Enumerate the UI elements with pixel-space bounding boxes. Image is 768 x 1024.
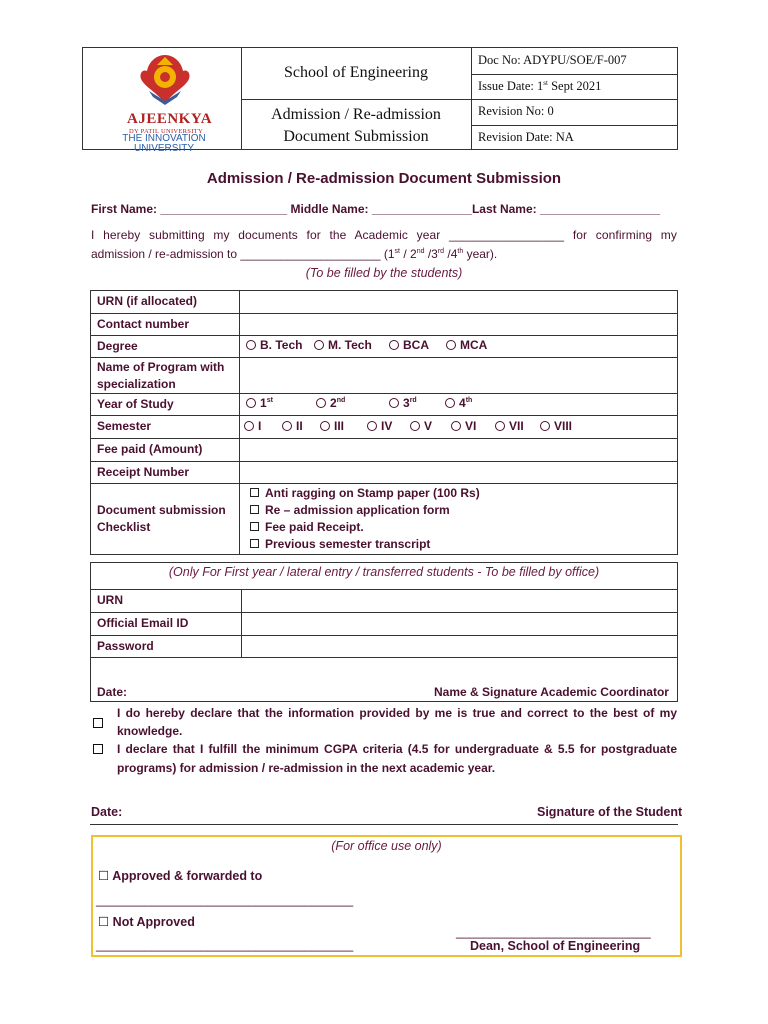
dean-signature-line[interactable]: ____________________________ — [456, 925, 651, 939]
issue-date: Issue Date: 1st Sept 2021 — [478, 79, 602, 94]
checklist-item-application[interactable]: Re – admission application form — [250, 503, 450, 517]
year-option-3[interactable]: 3rd — [389, 396, 417, 410]
academic-year-line[interactable]: I hereby submitting my documents for the Academic year _________________ for confirming my — [91, 228, 677, 242]
checkbox-icon[interactable] — [250, 522, 259, 531]
semester-option-8[interactable]: VIII — [540, 419, 572, 433]
radio-icon[interactable] — [246, 340, 256, 350]
radio-icon[interactable] — [445, 398, 455, 408]
checkbox-icon[interactable] — [93, 718, 103, 728]
semester-option-2[interactable]: II — [282, 419, 303, 433]
program-input[interactable] — [240, 358, 677, 393]
radio-icon[interactable] — [446, 340, 456, 350]
document-header — [82, 47, 678, 154]
name-line[interactable]: First Name: ___________________ Middle Name: _______________Last Name: __________________ — [91, 202, 661, 216]
checklist-label: Document submission Checklist — [97, 503, 226, 534]
doc-number: Doc No: ADYPU/SOE/F-007 — [478, 53, 627, 67]
contact-label: Contact number — [97, 317, 190, 331]
receipt-input[interactable] — [240, 462, 677, 483]
declaration-1-checkbox[interactable] — [93, 717, 109, 731]
radio-icon[interactable] — [389, 398, 399, 408]
radio-icon[interactable] — [389, 340, 399, 350]
declaration-1-text: I do hereby declare that the information provided by me is true and correct to the best of my knowledge. — [117, 706, 677, 738]
radio-icon[interactable] — [314, 340, 324, 350]
declaration-2-checkbox[interactable] — [93, 743, 109, 757]
revision-number: Revision No: 0 — [478, 104, 554, 118]
not-approved-checkbox[interactable]: ☐ Not Approved — [98, 915, 195, 929]
office-email-label: Official Email ID — [97, 616, 189, 630]
semester-option-6[interactable]: VI — [451, 419, 476, 433]
students-note: (To be filled by the students) — [305, 266, 463, 280]
office-urn-input[interactable] — [242, 590, 677, 612]
semester-option-1[interactable]: I — [244, 419, 261, 433]
student-signature-label: Signature of the Student — [537, 805, 683, 819]
office-password-input[interactable] — [242, 636, 677, 657]
degree-option-btech[interactable]: B. Tech — [246, 338, 302, 352]
checkbox-icon[interactable] — [250, 488, 259, 497]
degree-option-bca[interactable]: BCA — [389, 338, 429, 352]
office-date-label: Date: — [97, 685, 128, 699]
document-title: Admission / Re-admission Document Submission — [271, 106, 441, 145]
revision-date: Revision Date: NA — [478, 130, 574, 144]
declaration-2-text: I declare that I fulfill the minimum CGPA criteria (4.5 for undergraduate & 5.5 for postgraduate programs) for admission / re-admission in the next academic year. — [117, 742, 677, 775]
office-urn-label: URN — [97, 593, 123, 607]
not-approved-line[interactable]: _____________________________________ — [96, 938, 354, 952]
coordinator-signature-label: Name & Signature Academic Coordinator — [434, 685, 669, 699]
checklist-item-fee-receipt[interactable]: Fee paid Receipt. — [250, 520, 364, 534]
year-option-1[interactable]: 1st — [246, 396, 273, 410]
admission-year-line[interactable]: admission / re-admission to _____________________ (1st / 2nd /3rd /4th year). — [91, 247, 498, 261]
checklist-item-transcript[interactable]: Previous semester transcript — [250, 537, 430, 551]
checkbox-icon[interactable] — [250, 505, 259, 514]
radio-icon[interactable] — [282, 421, 292, 431]
office-use-note: (For office use only) — [331, 839, 442, 853]
fee-input[interactable] — [240, 439, 677, 461]
radio-icon[interactable] — [540, 421, 550, 431]
office-email-input[interactable] — [242, 613, 677, 635]
semester-option-4[interactable]: IV — [367, 419, 392, 433]
urn-input[interactable] — [240, 291, 677, 313]
radio-icon[interactable] — [244, 421, 254, 431]
contact-input[interactable] — [240, 314, 677, 335]
semester-option-5[interactable]: V — [410, 419, 432, 433]
receipt-label: Receipt Number — [97, 465, 190, 479]
brand-sub: DY PATIL UNIVERSITY — [129, 128, 203, 135]
program-label: Name of Program with specialization — [97, 360, 225, 391]
form-title: Admission / Re-admission Document Submission — [206, 170, 562, 187]
urn-label: URN (if allocated) — [97, 294, 198, 308]
radio-icon[interactable] — [320, 421, 330, 431]
year-option-2[interactable]: 2nd — [316, 396, 345, 410]
radio-icon[interactable] — [495, 421, 505, 431]
radio-icon[interactable] — [410, 421, 420, 431]
year-option-4[interactable]: 4th — [445, 396, 472, 410]
school-title: School of Engineering — [284, 64, 428, 81]
office-password-label: Password — [97, 639, 154, 653]
university-logo — [83, 48, 241, 154]
student-date-label: Date: — [91, 805, 123, 819]
brand-name: AJEENKYA — [127, 111, 213, 127]
office-note: (Only For First year / lateral entry / transferred students - To be filled by office) — [168, 565, 600, 579]
checklist-item-anti-ragging[interactable]: Anti ragging on Stamp paper (100 Rs) — [250, 486, 480, 500]
fee-label: Fee paid (Amount) — [97, 442, 203, 456]
semester-option-3[interactable]: III — [320, 419, 344, 433]
radio-icon[interactable] — [451, 421, 461, 431]
semester-option-7[interactable]: VII — [495, 419, 524, 433]
degree-option-mca[interactable]: MCA — [446, 338, 487, 352]
radio-icon[interactable] — [367, 421, 377, 431]
dean-label: Dean, School of Engineering — [470, 939, 641, 953]
degree-label: Degree — [97, 339, 138, 353]
signature-divider — [90, 824, 678, 825]
checkbox-icon[interactable] — [93, 744, 103, 754]
approved-line[interactable]: _____________________________________ — [96, 893, 354, 907]
year-label: Year of Study — [97, 397, 174, 411]
crest-icon — [135, 51, 195, 109]
radio-icon[interactable] — [316, 398, 326, 408]
approved-checkbox[interactable]: ☐ Approved & forwarded to — [98, 869, 263, 883]
radio-icon[interactable] — [246, 398, 256, 408]
brand-tagline: THE INNOVATION UNIVERSITY — [122, 133, 206, 154]
degree-option-mtech[interactable]: M. Tech — [314, 338, 372, 352]
checkbox-icon[interactable] — [250, 539, 259, 548]
semester-label: Semester — [97, 419, 152, 433]
